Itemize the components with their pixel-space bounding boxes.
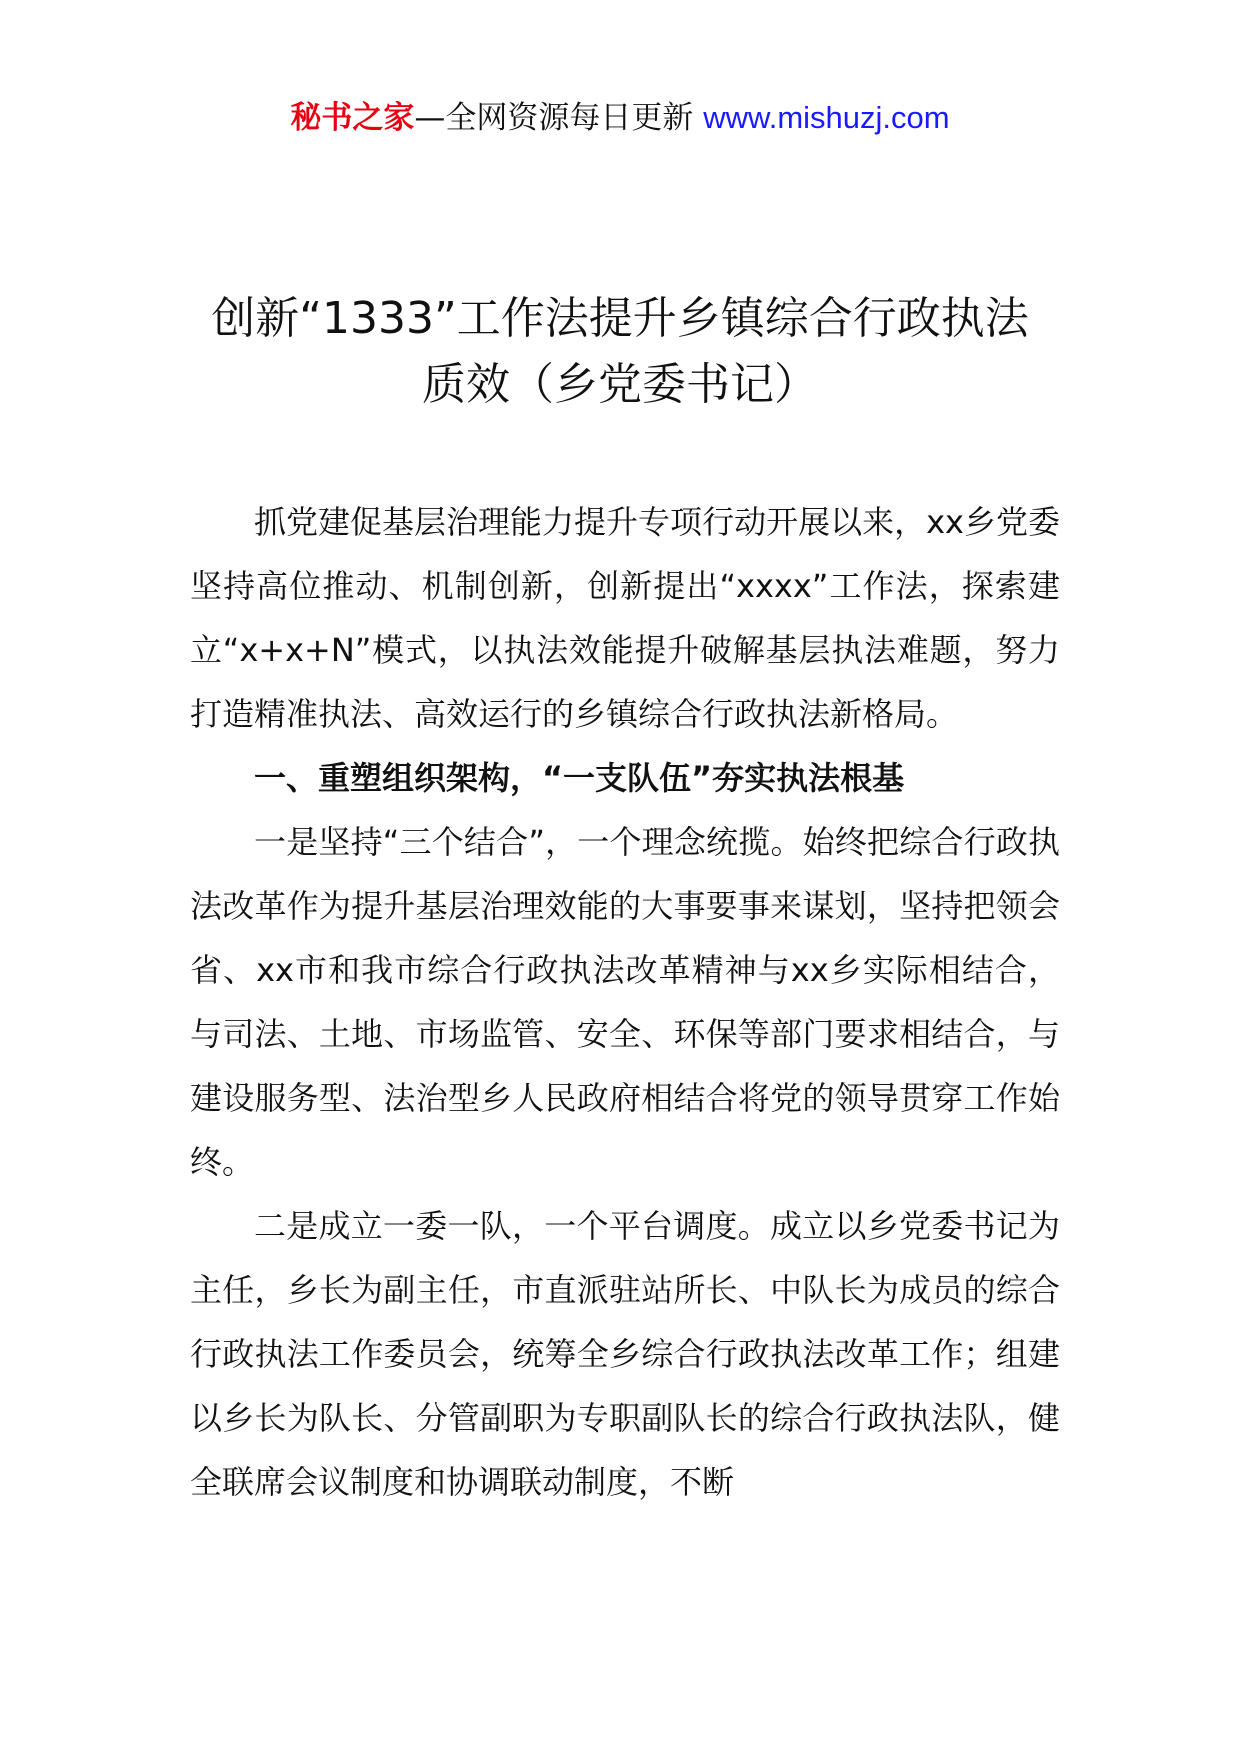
title-line-2: 质效（乡党委书记） [422, 359, 818, 410]
body-paragraph-1: 一是坚持“三个结合”，一个理念统揽。始终把综合行政执法改革作为提升基层治理效能的大事要事来谋划，坚持把领会省、xx市和我市综合行政执法改革精神与xx乡实际相结合，与司法、土地、市场监管、安全、环保等部门要求相结合，与建设服务型、法治型乡人民政府相结合将党的领导贯穿工作始终。 [190, 823, 1060, 1181]
intro-paragraph: 抓党建促基层治理能力提升专项行动开展以来，xx乡党委坚持高位推动、机制创新，创新提出“xxxx”工作法，探索建立“x+x+N”模式，以执法效能提升破解基层执法难题，努力打造精准执法、高效运行的乡镇综合行政执法新格局。 [190, 503, 1060, 733]
document-body [190, 490, 1060, 1514]
body-paragraph-2: 二是成立一委一队，一个平台调度。成立以乡党委书记为主任，乡长为副主任，市直派驻站所长、中队长为成员的综合行政执法工作委员会，统筹全乡综合行政执法改革工作；组建以乡长为队长、分管副职为专职副队长的综合行政执法队，健全联席会议制度和协调联动制度，不断 [190, 1207, 1060, 1501]
title-line-1: 创新“1333”工作法提升乡镇综合行政执法 [211, 293, 1029, 344]
site-url-link[interactable]: www.mishuzj.com [703, 100, 950, 135]
document-title [150, 286, 1090, 418]
site-header [0, 98, 1240, 138]
brand-name: 秘书之家 [290, 100, 415, 136]
section-heading-1: 一、重塑组织架构，“一支队伍”夯实执法根基 [254, 759, 905, 797]
header-tagline: —全网资源每日更新 [414, 100, 694, 136]
